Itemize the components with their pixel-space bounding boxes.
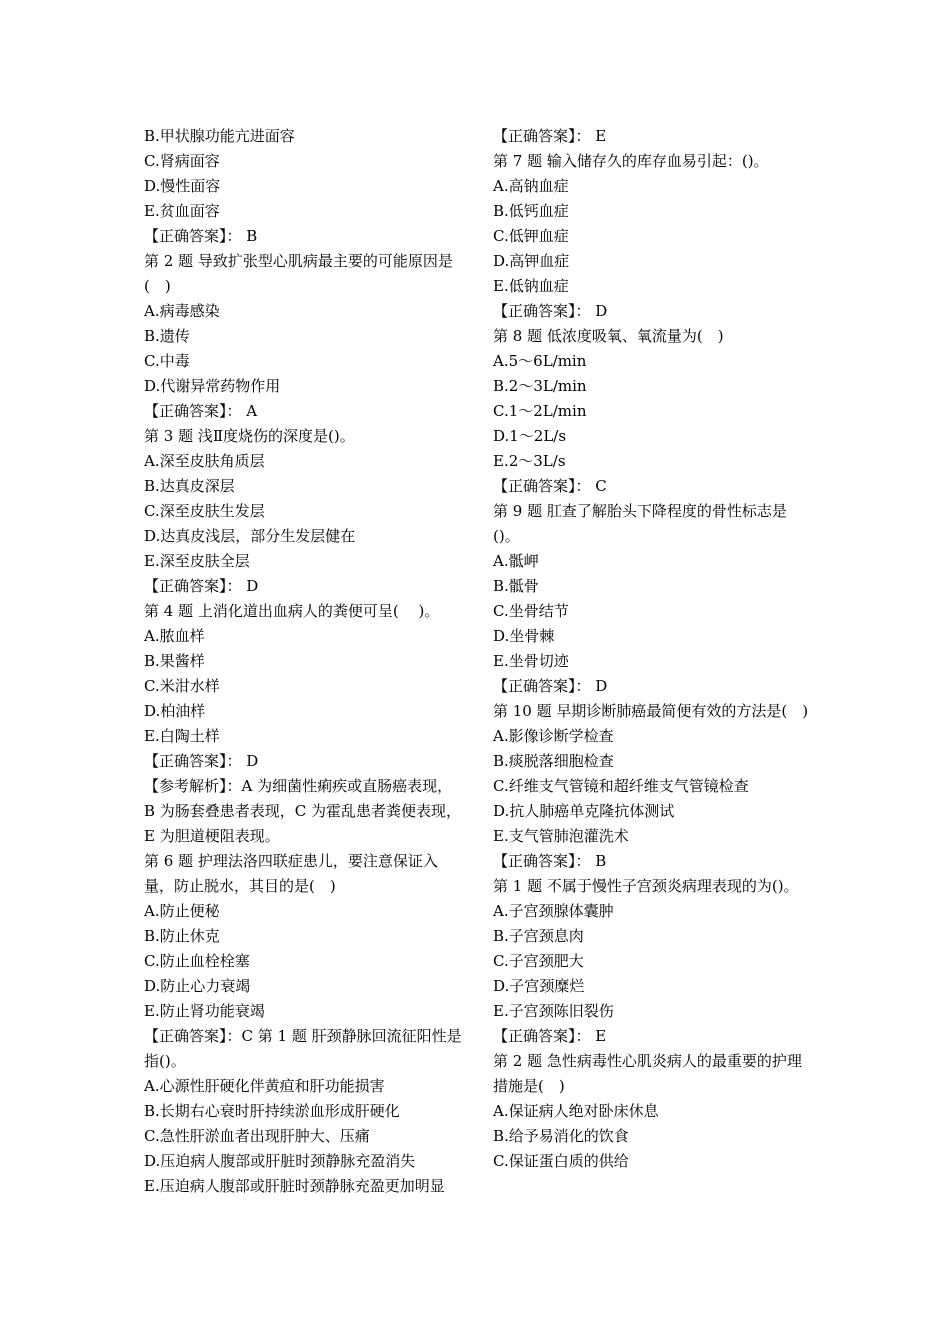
text-line: 【正确答案】： D [144, 577, 259, 595]
text-line: D.子宫颈糜烂 [493, 977, 585, 995]
text-line: D.防止心力衰竭 [144, 977, 251, 995]
text-line: E.防止肾功能衰竭 [144, 1002, 265, 1020]
text-line: A.脓血样 [144, 627, 205, 645]
text-line: C.纤维支气管镜和超纤维支气管镜检查 [493, 777, 749, 795]
text-line: C.深至皮肤生发层 [144, 502, 265, 520]
text-line: E.贫血面容 [144, 202, 220, 220]
text-line: D.压迫病人腹部或肝脏时颈静脉充盈消失 [144, 1152, 416, 1170]
text-line: C.1～2L/min [493, 402, 587, 420]
text-line: 第 2 题 导致扩张型心肌病最主要的可能原因是( ) [144, 252, 453, 295]
text-line: 【正确答案】：C 第 1 题 肝颈静脉回流征阳性是指()。 [144, 1027, 462, 1070]
text-line: 【正确答案】： D [493, 302, 608, 320]
text-line: D.坐骨棘 [493, 627, 555, 645]
text-line: D.柏油样 [144, 702, 206, 720]
text-line: B.防止休克 [144, 927, 220, 945]
text-line: E.2～3L/s [493, 452, 566, 470]
text-line: A.心源性肝硬化伴黄疸和肝功能损害 [144, 1077, 385, 1095]
text-line: E.白陶土样 [144, 727, 220, 745]
text-line: 第 2 题 急性病毒性心肌炎病人的最重要的护理措施是( ) [493, 1052, 802, 1095]
text-line: 第 9 题 肛查了解胎头下降程度的骨性标志是()。 [493, 502, 787, 545]
text-line: 【正确答案】： C [493, 477, 607, 495]
text-line: 第 3 题 浅Ⅱ度烧伤的深度是()。 [144, 427, 355, 445]
text-line: E.压迫病人腹部或肝脏时颈静脉充盈更加明显 [144, 1177, 445, 1195]
text-line: A.5～6L/min [493, 352, 587, 370]
text-line: D.1～2L/s [493, 427, 567, 445]
text-line: C.坐骨结节 [493, 602, 569, 620]
text-line: B.2～3L/min [493, 377, 587, 395]
text-line: A.子宫颈腺体囊肿 [493, 902, 614, 920]
text-line: C.米泔水样 [144, 677, 220, 695]
text-line: A.保证病人绝对卧床休息 [493, 1102, 659, 1120]
text-line: E.支气管肺泡灌洗术 [493, 827, 629, 845]
text-line: C.防止血栓栓塞 [144, 952, 250, 970]
text-line: 【正确答案】： D [493, 677, 608, 695]
text-line: B.给予易消化的饮食 [493, 1127, 629, 1145]
text-line: C.中毒 [144, 352, 190, 370]
text-line: A.防止便秘 [144, 902, 220, 920]
text-line: D.抗人肺癌单克隆抗体测试 [493, 802, 675, 820]
text-line: B.低钙血症 [493, 202, 569, 220]
text-line: A.病毒感染 [144, 302, 220, 320]
text-line: B.子宫颈息肉 [493, 927, 584, 945]
text-line: C.肾病面容 [144, 152, 220, 170]
text-line: 【正确答案】： A [144, 402, 258, 420]
text-line: 第 8 题 低浓度吸氧、氧流量为( ) [493, 327, 724, 345]
text-line: B.痰脱落细胞检查 [493, 752, 614, 770]
right-column [493, 124, 811, 1174]
text-line: D.代谢异常药物作用 [144, 377, 281, 395]
text-line: 【正确答案】： B [493, 852, 607, 870]
text-line: C.急性肝淤血者出现肝肿大、压痛 [144, 1127, 370, 1145]
text-line: E.子宫颈陈旧裂伤 [493, 1002, 614, 1020]
text-line: 【正确答案】： E [493, 127, 607, 145]
text-line: A.深至皮肤角质层 [144, 452, 265, 470]
text-line: C.低钾血症 [493, 227, 569, 245]
text-line: B.甲状腺功能亢进面容 [144, 127, 295, 145]
text-line: D.达真皮浅层，部分生发层健在 [144, 527, 356, 545]
text-line: 第 7 题 输入储存久的库存血易引起：()。 [493, 152, 769, 170]
text-line: C.子宫颈肥大 [493, 952, 584, 970]
text-line: 第 1 题 不属于慢性子宫颈炎病理表现的为()。 [493, 877, 799, 895]
text-line: E.低钠血症 [493, 277, 569, 295]
left-column [144, 124, 462, 1199]
text-line: E.坐骨切迹 [493, 652, 569, 670]
text-line: 【正确答案】： E [493, 1027, 607, 1045]
text-line: 第 4 题 上消化道出血病人的粪便可呈( )。 [144, 602, 440, 620]
text-line: A.高钠血症 [493, 177, 569, 195]
text-line: C.保证蛋白质的供给 [493, 1152, 629, 1170]
text-line: A.骶岬 [493, 552, 539, 570]
text-line: D.慢性面容 [144, 177, 221, 195]
text-line: D.高钾血症 [493, 252, 570, 270]
text-line: A.影像诊断学检查 [493, 727, 614, 745]
text-line: 第 6 题 护理法洛四联症患儿，要注意保证入量，防止脱水，其目的是( ) [144, 852, 438, 895]
text-line: 【正确答案】： D [144, 752, 259, 770]
text-line: B.果酱样 [144, 652, 205, 670]
text-line: E.深至皮肤全层 [144, 552, 250, 570]
text-line: 【参考解析】：A 为细菌性痢疾或直肠癌表现，B 为肠套叠患者表现，C 为霍乱患者粪便表现，E 为胆道梗阻表现。 [144, 777, 462, 845]
text-line: B.达真皮深层 [144, 477, 235, 495]
text-line: B.遗传 [144, 327, 190, 345]
text-line: 【正确答案】： B [144, 227, 258, 245]
text-line: 第 10 题 早期诊断肺癌最简便有效的方法是( ) [493, 702, 809, 720]
text-line: B.长期右心衰时肝持续淤血形成肝硬化 [144, 1102, 400, 1120]
text-line: B.骶骨 [493, 577, 539, 595]
